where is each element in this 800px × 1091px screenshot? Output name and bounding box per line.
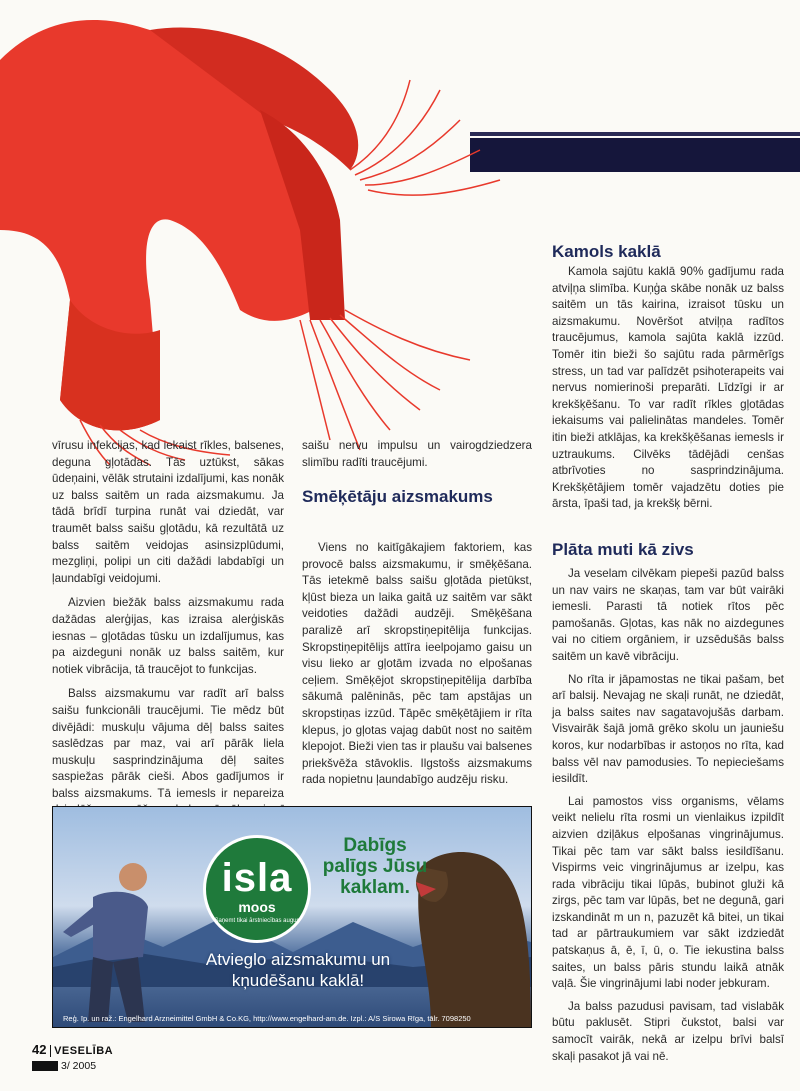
col3-paragraph-1: Kamola sajūtu kaklā 90% gadījumu rada atviļņa slimība. Kuņģa skābe nonāk uz balss saitēm un tās kairina, izraisot tūsku un aizsmakumu. Novēršot atviļņa radītos traucējumus, kamola sajūta kaklā izzūd. Tomēr itin bieži šo sajūtu rada pārmērīgs stress, un tad var palīdzēt psihoterapeits vai nervus nomierinoši preparāti. Līdzīgi ir ar krekšķēšanu. To var radīt rīkles gļotādas iekaisums vai palielinātas mandeles. Tomēr itin bieži atklājas, ka krekšķēšanas iemesls ir uztraukums. Cilvēks tādējādi cenšas atbrīvoties no sasprindzinājuma. Krekšķētājiem tomēr vajadzētu doties pie ārsta, īpaši tad, ja krekšķ bērni.	[552, 265, 784, 511]
ad-fine-print: Reģ. īp. un raž.: Engelhard Arzneimittel GmbH & Co.KG, http://www.engelhard-am.de. Izpl.: A/S Sirowa Rīga, tālr. 7098250	[63, 1014, 471, 1023]
heading-mouth-like-fish: Plāta muti kā zivs	[552, 540, 694, 559]
page-number: 42	[32, 1042, 47, 1057]
column-3-bottom	[552, 566, 784, 1071]
column-2-intro	[302, 438, 532, 479]
heading-lump-in-throat: Kamols kaklā	[552, 242, 661, 261]
heading-smoking: Smēķētāju aizsmakums	[302, 487, 493, 506]
brand-subname: moos	[238, 899, 276, 915]
issue-line	[32, 1060, 112, 1072]
col2-intro: saišu nervu impulsu un vairogdziedzera slimību radīti traucējumi.	[302, 439, 532, 469]
brand-name: isla	[221, 856, 293, 900]
brand-tagline: Saņemt tikai ārstniecības augus	[214, 918, 300, 924]
folio-block-icon	[32, 1061, 58, 1071]
brand-logo	[203, 835, 311, 943]
col3-paragraph-5: Ja balss pazudusi pavisam, tad vislabāk būtu paklusēt. Stipri čukstot, balsi var samocīt vairāk, nekā ar izelpu brīvi balsī skaļi pasakot jā vai nē.	[552, 999, 784, 1063]
advertisement[interactable]	[52, 806, 532, 1028]
magazine-name: VESELĪBA	[50, 1045, 113, 1057]
ad-slogan: Dabīgs palīgs Jūsu kaklam.	[322, 835, 428, 898]
col1-paragraph-1: vīrusu infekcijas, kad iekaist rīkles, balsenes, deguna gļotādas. Tās uztūkst, sākas ūdeņaini, vēlāk strutaini izdalījumi, kas nonāk uz balss saitēm un rada aizsmakumu. Ja tādā brīdī turpina runāt vai dziedāt, var traumēt balss saišu gļotādu, kā rezultātā uz balss saitēm veidojas asinsizplūdumi, mezgliņi, polipi un citi dažādi labdabīgi un ļaundabīgi veidojumi.	[52, 439, 284, 585]
issue-number: 3/ 2005	[61, 1060, 97, 1072]
col2-paragraph: Viens no kaitīgākajiem faktoriem, kas provocē balss aizsmakumu, ir smēķēšana. Tās ietekmē balss saišu gļotāda pietūkst, kļūst bieza un laika gaitā uz saitēm var sākt veidoties dažādi audzēji. Smēķēšana paralizē arī skropstiņepitēlija funkcijas. Skropstiņepitēlijs attīra ieelpojamo gaisu un visu lieko ar gļotām izvada no elpošanas ceļiem. Smēķējot skropstiņepitēlija darbība sākumā palēninās, pēc tam apstājas un skropstiņas izzūd. Tāpēc smēķētājiem ir rīta klepus, jo gļotas vajag dabūt nost no saitēm klepojot. Bieži vien tas ir plaušu vai balsenes priekšvēža stāvoklis. Ilgstošs aizsmakums rada nopietnu ļaundabīgo audzēju risku.	[302, 541, 532, 787]
col1-paragraph-2: Aizvien biežāk balss aizsmakumu rada dažādas alerģijas, kas izraisa alerģiskās iesnas – gļotādas tūsku un izdalījumus, kas pa aizdeguni nonāk uz balss saitēm, kur notiek vibrācija, tā traucējot to funkcijas.	[52, 596, 284, 676]
page-folio	[32, 1042, 114, 1072]
column-1	[52, 438, 284, 844]
man-shouting-image	[53, 837, 163, 1027]
col3-paragraph-4: Lai pamostos viss organisms, vēlams veikt nelielu rīta rosmi un vienlaikus izpildīt aizvien dziļākus elpošanas vingrinājumus. Tikai pēc tam var sākt balss iesildīšanu. Vispirms veic vingrinājumus ar izelpu, kas rada vibrāciju tikai lūpās, bubinot gluži kā zirgs, pēc tam var lūpās, bet ne degunā, gari izskandināt m un n, pazuzēt kā bitei, un tikai tad ar pārtraukumiem var sākt izdziedāt patskaņus ā, ē, ī, ū, o. Tie iekustina balss saites, un balss pāris stundu laikā atnāk vaļā. Šie vingrinājumi labi noder jebkuram.	[552, 794, 784, 991]
column-2-body	[302, 540, 532, 789]
column-3-top	[552, 264, 784, 519]
col3-paragraph-3: No rīta ir jāpamostas ne tikai pašam, bet arī balsij. Nevajag ne skaļi runāt, ne dziedāt, ja balss saites nav sagatavojušās darbam. Visvairāk šajā jomā grēko skolu un jauniešu koros, kur nodarbības ir astoņos no rīta, kad balss vēl nav pamodusies. To nepieciešams iesildīt.	[552, 672, 784, 786]
col1-paragraph-3: Balss aizsmakumu var radīt arī balss saišu funkcionāli traucējumi. Tie mēdz būt divējādi: muskuļu vājuma dēļ balss saites saslēdzas par maz, vai arī pārāk liela muskuļu sasprindzinājuma dēļ saites saspiežas pārāk cieši. Abos gadījumos ir balss aizsmakums. Tā iemesls ir nepareiza	[52, 687, 284, 800]
col3-paragraph-2: Ja veselam cilvēkam piepeši pazūd balss un nav vairs ne skaņas, tam var būt vairāki iemesli. Parasti tā notiek rītos pēc pamošanās. Gļotas, kas nāk no aizdegunes vai no citiem orgāniem, ir uzsēdušās balss saitēm un kavē vibrāciju.	[552, 567, 784, 663]
red-scarf-image	[0, 0, 520, 470]
ad-claim: Atvieglo aizsmakumu un kņudēšanu kaklā!	[205, 950, 391, 990]
